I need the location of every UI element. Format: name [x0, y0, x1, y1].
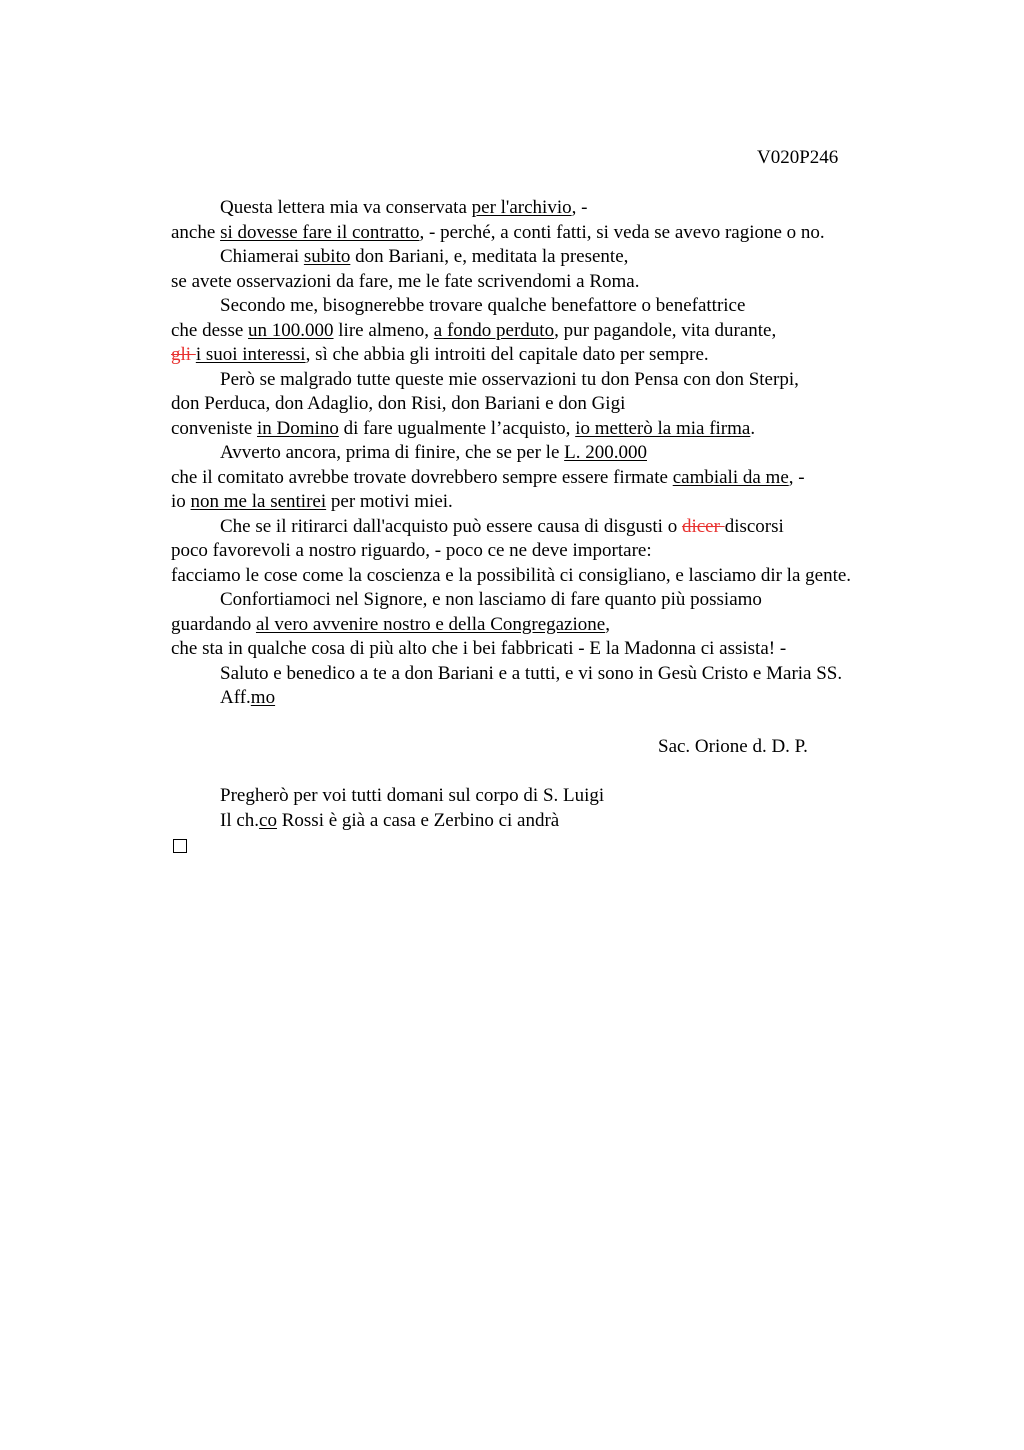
text-span: Che se il ritirarci dall'acquisto può essere causa di disgusti o — [220, 515, 682, 537]
underlined-text: per l'archivio — [471, 197, 572, 218]
text-span: che il comitato avrebbe trovate dovrebbero sempre essere firmate — [171, 466, 673, 488]
text-line — [171, 637, 931, 662]
text-span: Saluto e benedico a te a don Bariani e a tutti, e vi sono in Gesù Cristo e Maria SS. — [220, 662, 843, 684]
text-span: . — [750, 417, 756, 439]
text-span: , - — [788, 466, 805, 488]
text-line — [171, 515, 931, 540]
text-span: Chiamerai — [220, 246, 304, 267]
text-line — [171, 343, 931, 368]
postscript-line — [171, 809, 931, 834]
checkbox-icon — [173, 839, 187, 853]
spacer — [171, 711, 931, 736]
text-line — [171, 221, 931, 246]
text-span: poco favorevoli a nostro riguardo, - poco ce ne deve importare: — [171, 540, 652, 561]
underlined-text: mo — [250, 687, 276, 708]
text-span: Aff. — [220, 687, 251, 708]
text-span: Il ch. — [220, 809, 260, 831]
text-line — [171, 686, 931, 711]
text-span: , - — [571, 197, 588, 218]
text-line — [171, 417, 931, 442]
text-span: Rossi è già a casa e Zerbino ci andrà — [276, 809, 560, 831]
underlined-text: cambiali da me — [672, 466, 789, 488]
underlined-text: i suoi interessi — [195, 344, 306, 365]
text-line — [171, 539, 931, 564]
text-span: conveniste — [171, 417, 258, 439]
text-line — [171, 564, 861, 589]
letter-body — [171, 196, 931, 858]
text-span: Però se malgrado tutte queste mie osservazioni tu don Pensa con don Sterpi, — [220, 368, 799, 390]
text-span: facciamo le cose come la coscienza e la possibilità ci consigliano, e lasciamo dir la gente. — [171, 564, 852, 586]
underlined-text: co — [259, 809, 277, 831]
underlined-text: io metterò la mia firma — [575, 417, 751, 439]
text-line — [171, 392, 931, 417]
text-span: Questa lettera mia va conservata — [220, 197, 472, 218]
text-line — [171, 588, 931, 613]
text-line — [171, 196, 931, 221]
text-line — [171, 294, 931, 319]
text-span: Confortiamoci nel Signore, e non lasciamo di fare quanto più possiamo — [220, 589, 762, 610]
signature: Sac. Orione d. D. P. — [658, 736, 808, 757]
spacer — [171, 760, 931, 785]
underlined-text: a fondo perduto — [433, 319, 555, 341]
text-span: discorsi — [724, 515, 784, 537]
text-line — [171, 245, 931, 270]
text-span: don Perduca, don Adaglio, don Risi, don Bariani e don Gigi — [171, 393, 626, 414]
underlined-text: al vero avvenire nostro e della Congregazione — [255, 613, 606, 635]
text-line — [171, 368, 931, 393]
text-span: Avverto ancora, prima di finire, che se per le — [220, 442, 565, 463]
postscript-line — [171, 784, 931, 809]
text-span: di fare ugualmente l’acquisto, — [338, 417, 576, 439]
text-span: Pregherò per voi tutti domani sul corpo di S. Luigi — [220, 785, 605, 806]
text-span: Secondo me, bisognerebbe trovare qualche benefattore o benefattrice — [220, 295, 746, 316]
text-line — [171, 833, 931, 858]
underlined-text: non me la sentirei — [190, 491, 327, 512]
text-line — [171, 319, 931, 344]
text-span: lire almeno, — [333, 319, 434, 341]
text-span: se avete osservazioni da fare, me le fate scrivendomi a Roma. — [171, 270, 640, 292]
text-span: , pur pagandole, vita durante, — [554, 319, 777, 341]
text-span: , sì che abbia gli introiti del capitale dato per sempre. — [305, 344, 709, 365]
text-line — [171, 466, 931, 491]
text-span: che sta in qualche cosa di più alto che i bei fabbricati - E la Madonna ci assista! - — [171, 638, 787, 659]
text-line — [171, 613, 931, 638]
underlined-text: subito — [303, 246, 351, 267]
text-span: anche — [171, 221, 221, 243]
text-span: don Bariani, e, meditata la presente, — [350, 246, 629, 267]
text-line — [171, 662, 931, 687]
text-line — [171, 270, 931, 295]
deleted-text: gli — [171, 344, 196, 365]
text-line — [171, 441, 931, 466]
text-span: io — [171, 491, 191, 512]
underlined-text: un 100.000 — [248, 319, 334, 341]
underlined-text: in Domino — [257, 417, 339, 439]
deleted-text: dicer — [681, 515, 725, 537]
text-span: per motivi miei. — [326, 491, 453, 512]
text-span: , — [605, 613, 610, 635]
text-span: , - perché, a conti fatti, si veda se avevo ragione o no. — [419, 221, 825, 243]
underlined-text: L. 200.000 — [564, 442, 647, 463]
page-id: V020P246 — [757, 147, 839, 168]
text-span: che desse — [171, 319, 249, 341]
text-line — [171, 490, 931, 515]
text-span: guardando — [171, 613, 256, 635]
underlined-text: si dovesse fare il contratto — [220, 221, 420, 243]
